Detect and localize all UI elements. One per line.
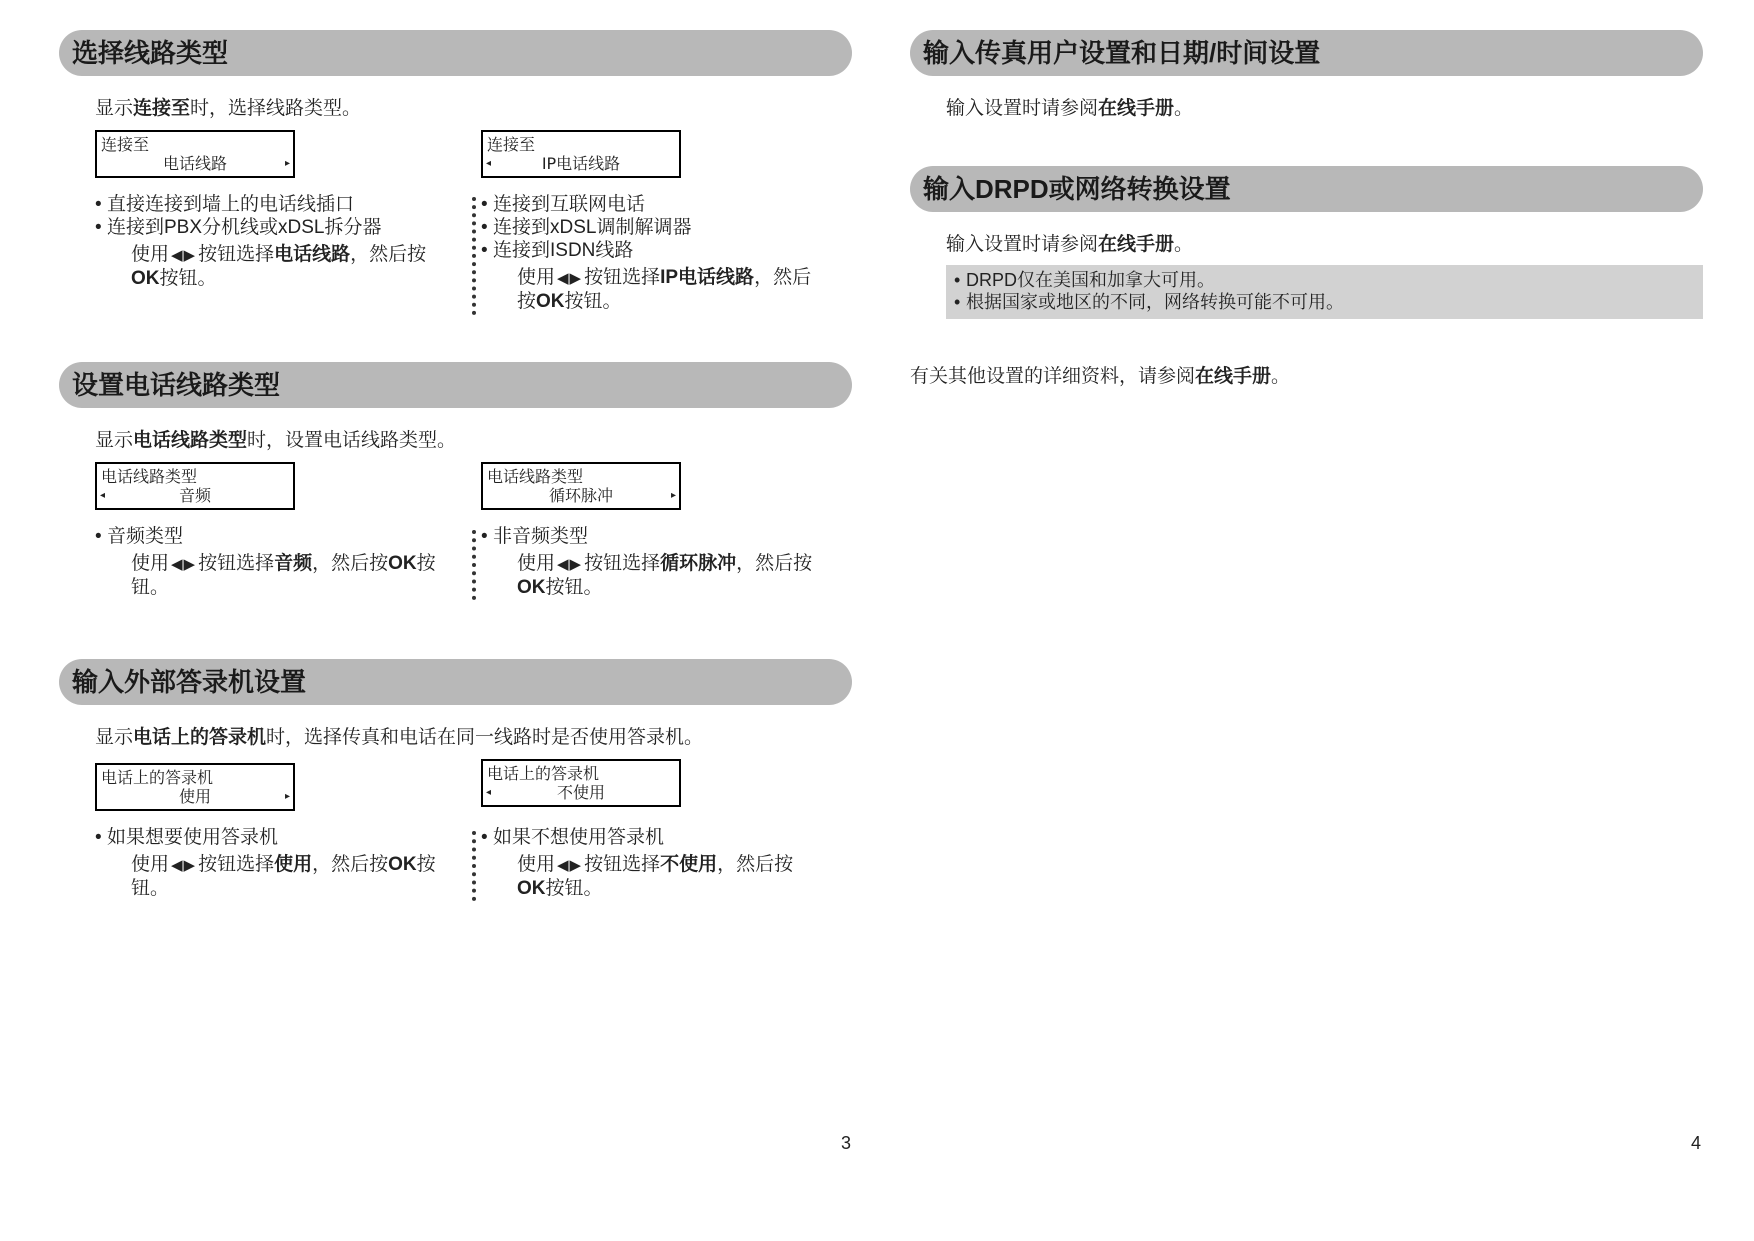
lcd-line-1: 电话上的答录机: [487, 764, 600, 783]
left-arrow-icon: ◂: [100, 490, 106, 501]
intro-drpd: 输入设置时请参阅在线手册。: [946, 234, 1194, 255]
lcd-line-2: 音频: [178, 486, 211, 505]
lcd-line-2: 循环脉冲: [548, 486, 613, 505]
lcd-line-2: 电话线路: [162, 154, 227, 173]
section-title: 设置电话线路类型: [72, 370, 281, 400]
list-item: • 非音频类型: [481, 525, 851, 548]
left-right-triangle-icon: ◀▶: [171, 556, 197, 573]
online-manual-ref: 在线手册: [1098, 234, 1175, 255]
note-item: • DRPD仅在美国和加拿大可用。: [954, 269, 1695, 291]
lcd-display-tel-line: [95, 130, 295, 178]
lcd-line-2: IP电话线路: [541, 154, 621, 173]
options-tad-off: [481, 826, 851, 900]
right-arrow-icon: ▸: [670, 490, 676, 501]
lcd-line-1: 电话线路类型: [487, 467, 584, 486]
intro-tel-type: 显示电话线路类型时，设置电话线路类型。: [95, 430, 457, 451]
lcd-line-1: 电话上的答录机: [101, 768, 214, 787]
options-pulse: [481, 525, 851, 599]
instruction-text: 使用 ◀▶ 按钮选择使用，然后按OK按钮。: [131, 854, 436, 899]
left-arrow-icon: ◂: [486, 787, 492, 798]
intro-fax-user: 输入设置时请参阅在线手册。: [946, 98, 1194, 119]
list-item: • 连接到xDSL调制解调器: [481, 216, 851, 239]
more-settings-text: 有关其他设置的详细资料，请参阅在线手册。: [910, 366, 1291, 387]
list-item: • 如果想要使用答录机: [95, 826, 465, 849]
lcd-line-1: 连接至: [487, 135, 536, 154]
online-manual-ref: 在线手册: [1195, 366, 1272, 387]
right-arrow-icon: ▸: [284, 791, 290, 802]
page-number: 3: [841, 1133, 852, 1153]
section-title: 输入外部答录机设置: [72, 667, 307, 697]
list-item: • 如果不想使用答录机: [481, 826, 851, 849]
left-right-triangle-icon: ◀▶: [557, 857, 583, 874]
instruction-text: 使用 ◀▶ 按钮选择循环脉冲，然后按 OK按钮。: [517, 553, 813, 598]
note-item: • 根据国家或地区的不同，网络转换可能不可用。: [954, 291, 1695, 313]
online-manual-ref: 在线手册: [1098, 98, 1175, 119]
section-header-line-type: [59, 30, 852, 76]
left-right-triangle-icon: ◀▶: [171, 247, 197, 264]
section-header-tad: [59, 659, 852, 705]
right-arrow-icon: ▸: [284, 158, 290, 169]
dotted-divider: [472, 530, 476, 600]
dotted-divider: [472, 197, 476, 315]
instruction-text: 使用 ◀▶ 按钮选择音频，然后按OK按钮。: [131, 553, 436, 598]
note-box: [946, 265, 1703, 319]
lcd-display-ip-line: [481, 130, 681, 178]
instruction-text: 使用 ◀▶ 按钮选择IP电话线路，然后 按OK按钮。: [517, 267, 812, 312]
lcd-display-tone: [95, 462, 295, 510]
list-item: • 连接到互联网电话: [481, 193, 851, 216]
left-right-triangle-icon: ◀▶: [557, 270, 583, 287]
section-header-drpd: [910, 166, 1703, 212]
lcd-display-tad-off: [481, 759, 681, 807]
options-tad-on: [95, 826, 465, 900]
lcd-line-2: 使用: [178, 787, 211, 806]
options-ip-line: [481, 193, 851, 313]
lcd-display-pulse: [481, 462, 681, 510]
section-title: 输入传真用户设置和日期/时间设置: [923, 38, 1321, 68]
page-4: [877, 0, 1754, 1241]
intro-line-type: 显示连接至时，选择线路类型。: [95, 98, 362, 119]
section-header-fax-user: [910, 30, 1703, 76]
dotted-divider: [472, 831, 476, 901]
list-item: • 音频类型: [95, 525, 465, 548]
lcd-display-tad-on: [95, 763, 295, 811]
instruction-text: 使用 ◀▶ 按钮选择电话线路，然后按 OK按钮。: [131, 244, 427, 289]
lcd-line-1: 连接至: [101, 135, 150, 154]
list-item: • 直接连接到墙上的电话线插口: [95, 193, 465, 216]
list-item: • 连接到PBX分机线或xDSL拆分器: [95, 216, 465, 239]
lcd-line-2: 不使用: [556, 783, 605, 802]
options-tone: [95, 525, 465, 599]
section-title: 输入DRPD或网络转换设置: [923, 174, 1231, 204]
options-tel-line: [95, 193, 465, 290]
list-item: • 连接到ISDN线路: [481, 239, 851, 262]
instruction-text: 使用 ◀▶ 按钮选择不使用，然后按 OK按钮。: [517, 854, 794, 899]
section-title: 选择线路类型: [72, 38, 229, 68]
left-right-triangle-icon: ◀▶: [171, 857, 197, 874]
left-arrow-icon: ◂: [486, 158, 492, 169]
intro-tad: 显示电话上的答录机时，选择传真和电话在同一线路时是否使用答录机。: [95, 727, 704, 748]
left-right-triangle-icon: ◀▶: [557, 556, 583, 573]
page-number: 4: [1691, 1133, 1702, 1153]
section-header-tel-type: [59, 362, 852, 408]
lcd-line-1: 电话线路类型: [101, 467, 198, 486]
